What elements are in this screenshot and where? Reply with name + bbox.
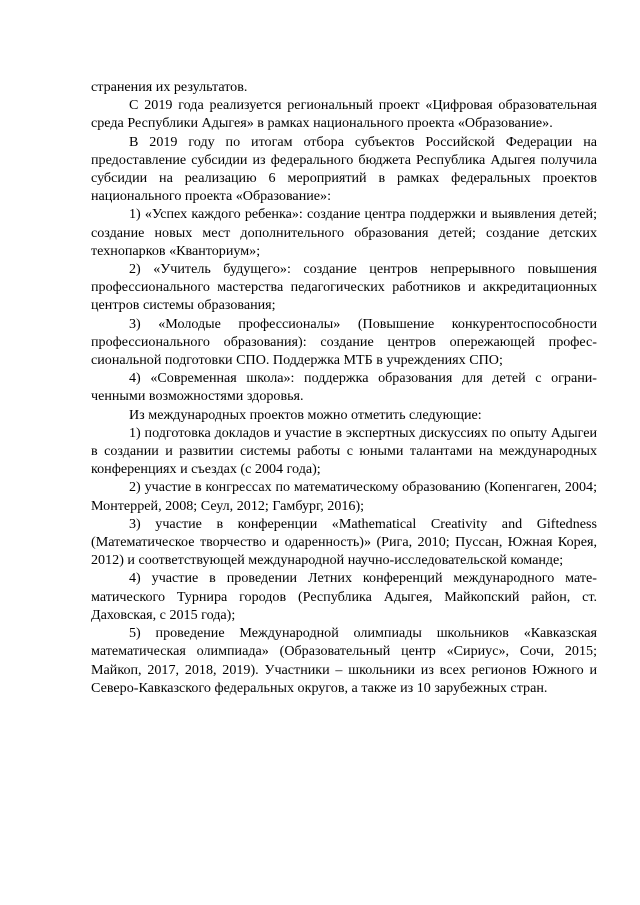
list-item-young-professionals: 3) «Молодые профессионалы» (Повышение конкурентоспособности профессионального образования): создание центров опережающей профессиональной подготовки СПО. Поддержка МТБ в учреждениях СПО; [91,315,597,369]
paragraph-continuation: странения их результатов. [91,79,248,95]
list-item-reports-discussions: 1) подготовка докладов и участие в экспертных дискуссиях по опыту Адыгеи в создании и развитии системы работы с юными талантами на международных конференциях и съездах (с 2004 года); [91,424,597,478]
list-item-summer-conferences: 4) участие в проведении Летних конференций международного математического Турнира городов (Республика Адыгея, Майкопский район, ст. Даховская, с 2015 года); [91,570,597,623]
paragraph-subsidy: В 2019 году по итогам отбора субъектов Российской Федерации на предоставление субсидии из федерального бюджета Республика Адыгея получила субсидии на реализацию 6 мероприятий в рамках федеральных проектов национального проекта «Образование»: [91,133,597,205]
list-item-creativity-conference: 3) участие в конференции «Mathematical Creativity and Giftedness (Математическое творчество и одаренность)» (Рига, 2010; Пуссан, Южная Корея, 2012) и соответствующей международной научно-исследовательской команде; [91,515,597,569]
list-item-teacher-of-future: 2) «Учитель будущего»: создание центров непрерывного повышения профессионального мастерства педагогических работников и аккредитационных центров системы образования; [91,261,597,314]
document-body [91,78,597,697]
list-item-caucasus-olympiad: 5) проведение Международной олимпиады школьников «Кавказская математическая олимпиада» (Образовательный центр «Сириус», Сочи, 2015; Майкоп, 2017, 2018, 2019). Участники – школьники из всех регионов Южного и Северо-Кавказского федеральных округов, а также из 10 зарубежных стран. [91,625,597,696]
paragraph-international-projects: Из международных проектов можно отметить следующие: [129,406,482,423]
list-item-modern-school: 4) «Современная школа»: поддержка образования для детей с ограниченными возможностями здоровья. [91,370,597,405]
list-item-success-of-every-child: 1) «Успех каждого ребенка»: создание центра поддержки и выявления детей; создание новых мест дополнительного образования детей; создание детских технопарков «Кванториум»; [91,206,597,259]
list-item-math-congresses: 2) участие в конгрессах по математическому образованию (Копенгаген, 2004; Монтеррей, 2008; Сеул, 2012; Гамбург, 2016); [91,479,597,514]
paragraph-digital-project: С 2019 года реализуется региональный проект «Цифровая образовательная среда Республики Адыгея» в рамках национального проекта «Образование». [91,97,597,132]
